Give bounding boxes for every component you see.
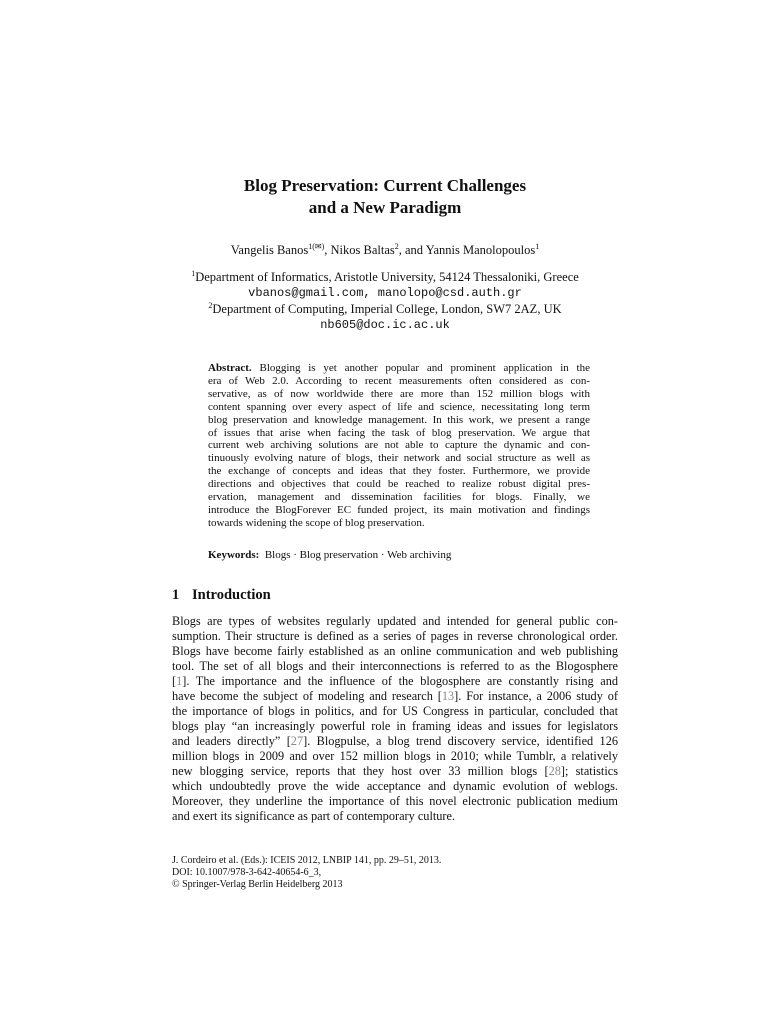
abstract-line-text: ervation, management and dissemination facilities for blogs. Finally, we [208, 491, 590, 504]
body-text-segment: tool. The set of all blogs and their interconnections is referred to as the Blogosphere [172, 659, 618, 673]
body-line [172, 614, 618, 629]
section-heading [172, 586, 271, 604]
abstract-line [208, 504, 590, 517]
abstract-line [208, 465, 590, 478]
body-text-segment: million blogs in 2009 and over 152 million blogs in 2010; while Tumblr, a relatively [172, 749, 618, 763]
citation-link[interactable]: 28 [548, 764, 561, 778]
abstract-line-text: blog preservation and knowledge management. In this work, we present a range [208, 413, 590, 426]
body-text-segment: and leaders directly” [ [172, 734, 291, 748]
body-line [172, 629, 618, 644]
body-text-segment: ]. Blogpulse, a blog trend discovery service, identified 126 [303, 734, 618, 748]
author-separator: , and [398, 243, 426, 257]
abstract-line [208, 375, 590, 388]
body-text-segment: Blogs have become fairly established as an online communication and web publishing [172, 644, 618, 658]
abstract-line-text: content spanning over every aspect of life and science, necessitating long term [208, 400, 590, 413]
body-text-segment: and exert its significance as part of contemporary culture. [172, 809, 456, 823]
abstract-line-text: directions and objectives that could be reached to realize robust digital pres- [208, 478, 590, 491]
body-line [172, 794, 618, 809]
body-text-segment: have become the subject of modeling and research [ [172, 689, 442, 703]
author-affil-marker: 1(✉) [308, 241, 325, 251]
body-line [172, 719, 618, 734]
abstract-line-text: Blogging is yet another popular and prominent application in the [251, 362, 590, 374]
body-text-segment: ]. For instance, a 2006 study of [454, 689, 618, 703]
abstract-line [208, 414, 590, 427]
abstract-line [208, 491, 590, 504]
author-separator: , [324, 243, 331, 257]
paper-title [0, 175, 770, 219]
abstract-label: Abstract. [208, 362, 252, 374]
keywords-text: Blogs · Blog preservation · Web archiving [259, 549, 452, 561]
body-line [172, 809, 618, 824]
abstract-line [208, 439, 590, 452]
abstract-line-text: servative, as of now worldwide there are more than 152 million blogs with [208, 387, 590, 400]
body-line [172, 644, 618, 659]
affiliation-marker: 2 [208, 300, 213, 310]
body-text-segment: [ [172, 674, 177, 688]
author-name: Yannis Manolopoulos [425, 243, 536, 257]
affiliation-2 [0, 301, 770, 317]
citation-link[interactable]: 27 [290, 734, 304, 748]
body-text-segment: sumption. Their structure is defined as a series of pages in reverse chronological order. [172, 629, 618, 643]
body-line [172, 749, 618, 764]
abstract-line [208, 478, 590, 491]
citation-link[interactable]: 13 [441, 689, 455, 703]
footer-copyright: © Springer-Verlag Berlin Heidelberg 2013 [172, 879, 343, 890]
author-affil-marker: 1 [535, 241, 540, 251]
body-text-segment: which undoubtedly prove the wide acceptance and dynamic evolution of weblogs. [172, 779, 618, 793]
affiliation-text: Department of Computing, Imperial College, London, SW7 2AZ, UK [212, 302, 562, 316]
author-affil-marker: 2 [394, 241, 399, 251]
body-text-segment: Moreover, they underline the importance of this novel electronic publication medium [172, 794, 618, 808]
keywords [208, 549, 451, 562]
body-text-segment: ]. The importance and the influence of the blogosphere are constantly rising and [182, 674, 618, 688]
body-line [172, 689, 618, 704]
author-name: Vangelis Banos [230, 243, 309, 257]
abstract-line-text: tinuously evolving nature of blogs, their network and social structure as well as [208, 452, 590, 465]
affiliation-text: Department of Informatics, Aristotle University, 54124 Thessaloniki, Greece [195, 270, 579, 284]
affiliation-1 [0, 269, 770, 285]
keywords-label: Keywords: [208, 549, 260, 561]
abstract-line [208, 427, 590, 440]
affiliation-2-email: nb605@doc.ic.ac.uk [320, 318, 450, 332]
title-line-2: and a New Paradigm [308, 198, 462, 217]
body-line [172, 734, 618, 749]
abstract-line-text: towards widening the scope of blog preservation. [208, 516, 425, 529]
abstract-line [208, 452, 590, 465]
body-text-segment: the importance of blogs in politics, and for US Congress in particular, concluded that [172, 704, 618, 718]
abstract-line-text: era of Web 2.0. According to recent measurements often considered as con- [208, 374, 590, 387]
abstract-line-text: introduce the BlogForever EC funded project, its main motivation and findings [208, 503, 590, 516]
footer-doi: DOI: 10.1007/978-3-642-40654-6_3, [172, 867, 322, 878]
affiliations [0, 269, 770, 333]
affiliation-1-email: vbanos@gmail.com, manolopo@csd.auth.gr [248, 286, 522, 300]
citation-link[interactable]: 1 [176, 674, 183, 688]
body-line [172, 659, 618, 674]
footer-citation: J. Cordeiro et al. (Eds.): ICEIS 2012, LNBIP 141, pp. 29–51, 2013. [172, 855, 442, 866]
body-text-segment: Blogs are types of websites regularly updated and intended for general public con- [172, 614, 618, 628]
abstract-line [208, 388, 590, 401]
body-text-segment: new blogging service, reports that they host over 33 million blogs [ [172, 764, 549, 778]
body-line [172, 779, 618, 794]
section-number: 1 [172, 587, 180, 603]
abstract-line-text: current web archiving solutions are not able to capture the dynamic and con- [208, 439, 590, 452]
author-name: Nikos Baltas [330, 243, 395, 257]
abstract-line [208, 517, 590, 530]
body-text-segment: blogs play “an increasingly powerful role in framing ideas and issues for legislators [172, 719, 618, 733]
abstract-line [208, 401, 590, 414]
body-line [172, 704, 618, 719]
body-line [172, 764, 618, 779]
body-text-segment: ]; statistics [560, 764, 618, 778]
copyright-footer [172, 855, 441, 891]
abstract-line [208, 362, 590, 375]
abstract-line-text: the exchange of concepts and ideas that they foster. Furthermore, we provide [208, 465, 590, 478]
abstract [208, 362, 590, 530]
section-title: Introduction [192, 587, 271, 603]
author-list [0, 242, 770, 258]
title-line-1: Blog Preservation: Current Challenges [243, 176, 527, 195]
abstract-line-text: of issues that arise when facing the task of blog preservation. We argue that [208, 426, 590, 439]
introduction-body [172, 614, 618, 824]
affiliation-marker: 1 [191, 268, 196, 278]
body-line [172, 674, 618, 689]
